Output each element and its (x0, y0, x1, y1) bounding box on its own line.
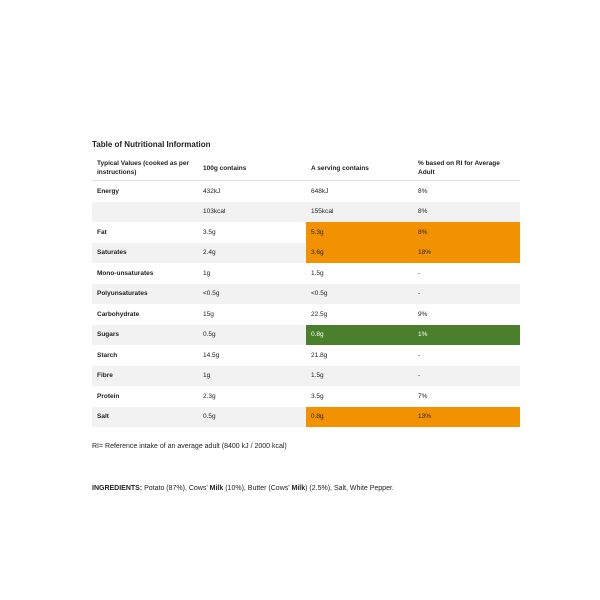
per-100g-cell: 103kcal (198, 202, 306, 223)
ingredient-text: Potato (87%), Cows' (142, 485, 210, 492)
ri-percent-cell: 13% (413, 407, 520, 428)
per-100g-cell: 1g (198, 366, 306, 387)
per-100g-cell: <0.5g (198, 284, 306, 305)
header-serving: A serving contains (306, 156, 413, 181)
table-row (92, 263, 520, 284)
nutrient-cell: Fibre (92, 366, 198, 387)
per-100g-cell: 0.5g (198, 407, 306, 428)
nutrient-cell: Mono-unsaturates (97, 269, 154, 277)
ri-percent-cell: 18% (413, 243, 520, 264)
ri-percent-cell: 7% (418, 392, 428, 400)
serving-cell: 1.5g (311, 269, 324, 277)
allergen-text: Milk (291, 485, 306, 492)
table-caption: Table of Nutritional Information (92, 140, 211, 149)
ri-percent-cell: - (418, 351, 421, 359)
allergen-text: Milk (209, 485, 224, 492)
nutrient-cell: Salt (92, 407, 198, 428)
ingredient-text: (10%), Butter (Cows' (223, 485, 292, 492)
nutrient-cell: Polyunsaturates (92, 284, 198, 305)
serving-cell: 22.5g (311, 310, 328, 318)
table-row (92, 325, 520, 346)
nutrient-cell: Energy (97, 187, 120, 195)
table-row (92, 386, 520, 407)
per-100g-cell: 0.5g (198, 325, 306, 346)
nutrient-cell: Starch (97, 351, 118, 359)
table-row (92, 366, 520, 387)
nutrient-cell: Sugars (92, 325, 198, 346)
serving-cell: 155kcal (306, 202, 413, 223)
nutrient-cell (92, 202, 198, 223)
ingredient-text: ) (2.5%), Salt, White Pepper. (305, 485, 394, 492)
ri-percent-cell: 8% (413, 222, 520, 243)
table-row (92, 407, 520, 428)
table-body (92, 181, 520, 428)
ingredients-label: INGREDIENTS: (92, 485, 143, 492)
nutrient-cell: Fat (97, 228, 107, 236)
table-header-row (92, 156, 520, 181)
nutrient-cell: Carbohydrate (97, 310, 140, 318)
per-100g-cell: 2.4g (198, 243, 306, 264)
per-100g-cell: 15g (203, 310, 214, 318)
serving-cell: 0.8g (306, 325, 413, 346)
table-row (92, 284, 520, 305)
table-row (92, 202, 520, 223)
ri-percent-cell: - (413, 366, 520, 387)
serving-cell: 5.3g (306, 222, 413, 243)
table-row (92, 243, 520, 264)
header-typical-values: Typical Values (cooked as per instructions) (92, 156, 198, 181)
ri-percent-cell: 1% (413, 325, 520, 346)
nutrition-table (92, 156, 520, 427)
ri-percent-cell: 8% (413, 202, 520, 223)
serving-cell: <0.5g (306, 284, 413, 305)
table-row (92, 345, 520, 366)
header-100g: 100g contains (198, 156, 306, 181)
per-100g-cell: 432kJ (203, 187, 221, 195)
serving-cell: 648kJ (311, 187, 329, 195)
ingredients-line (92, 485, 394, 492)
nutrient-cell: Saturates (92, 243, 198, 264)
nutrient-cell: Protein (97, 392, 120, 400)
serving-cell: 3.5g (311, 392, 324, 400)
serving-cell: 1.5g (306, 366, 413, 387)
ri-percent-cell: 9% (418, 310, 428, 318)
ri-percent-cell: 8% (418, 187, 428, 195)
per-100g-cell: 3.5g (203, 228, 216, 236)
table-row (92, 222, 520, 243)
table-row (92, 181, 520, 202)
ri-footnote: RI= Reference intake of an average adult (8400 kJ / 2000 kcal) (92, 443, 287, 450)
per-100g-cell: 1g (203, 269, 211, 277)
serving-cell: 0.8g (306, 407, 413, 428)
ri-percent-cell: - (413, 284, 520, 305)
ri-percent-cell: - (418, 269, 421, 277)
per-100g-cell: 14.5g (203, 351, 220, 359)
per-100g-cell: 2.3g (203, 392, 216, 400)
header-ri: % based on RI for Average Adult (413, 156, 520, 181)
serving-cell: 3.6g (306, 243, 413, 264)
table-row (92, 304, 520, 325)
serving-cell: 21.8g (311, 351, 328, 359)
ingredients-text (142, 485, 394, 492)
